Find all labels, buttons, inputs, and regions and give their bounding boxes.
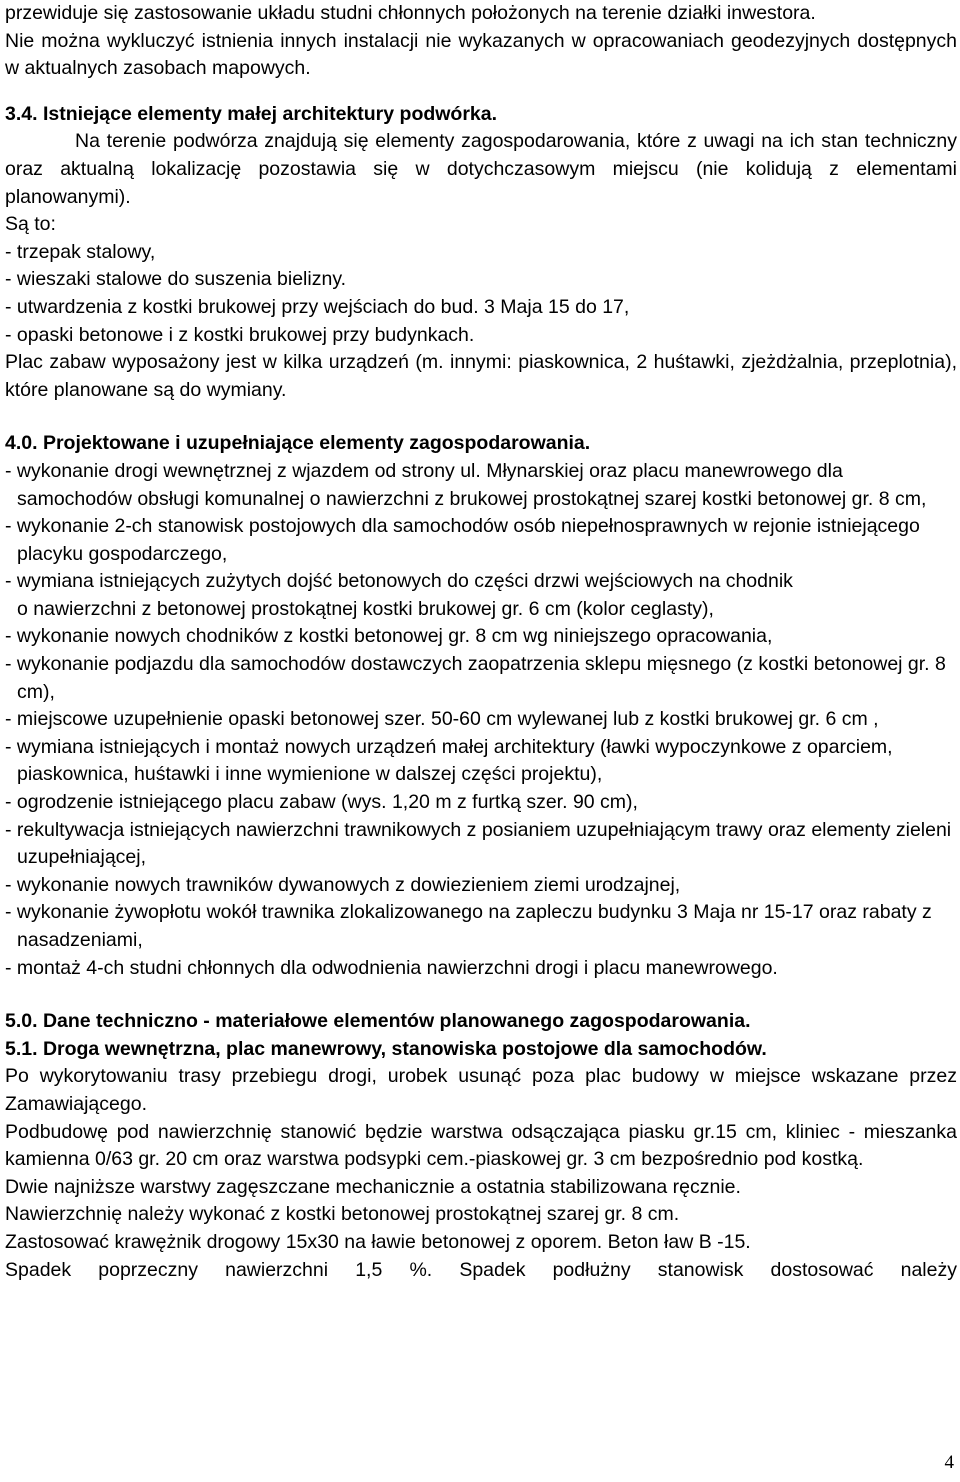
section-5-1-heading: 5.1. Droga wewnętrzna, plac manewrowy, stanowiska postojowe dla samochodów. bbox=[5, 1037, 767, 1060]
section-5-1-paragraph-5: Zastosować krawężnik drogowy 15x30 na ławie betonowej z oporem. Beton ław B -15. bbox=[5, 1230, 751, 1253]
list-item: - wykonanie żywopłotu wokół trawnika zlokalizowanego na zapleczu budynku 3 Maja nr 15-17 oraz rabaty z nasadzeniami, bbox=[5, 901, 932, 951]
page-number: 4 bbox=[944, 1452, 954, 1473]
list-item: - wykonanie nowych trawników dywanowych z dowiezieniem ziemi urodzajnej, bbox=[5, 873, 681, 896]
list-item: - opaski betonowe i z kostki brukowej przy budynkach. bbox=[5, 323, 475, 346]
list-item-continuation: o nawierzchni z betonowej prostokątnej kostki brukowej gr. 6 cm (kolor ceglasty), bbox=[17, 597, 714, 620]
section-5-1-paragraph-2: Podbudowę pod nawierzchnię stanowić będzie warstwa odsączająca piasku gr.15 cm, kliniec - mieszanka kamienna 0/63 gr. 20 cm oraz warstwa podsypki cem.-piaskowej gr. 3 cm bezpośrednio pod kostką. bbox=[5, 1120, 957, 1171]
list-item: - miejscowe uzupełnienie opaski betonowej szer. 50-60 cm wylewanej lub z kostki brukowej gr. 6 cm , bbox=[5, 708, 879, 731]
section-3-4-paragraph: Na terenie podwórza znajdują się elementy zagospodarowania, które z uwagi na ich stan techniczny oraz aktualną lokalizację pozostawia się w dotychczasowym miejscu (nie kolidują z elementami planowanymi). bbox=[5, 130, 957, 208]
intro-paragraph-1: przewiduje się zastosowanie układu studni chłonnych położonych na terenie działki inwestora. bbox=[5, 2, 816, 24]
section-5-0-heading: 5.0. Dane techniczno - materiałowe elementów planowanego zagospodarowania. bbox=[5, 1010, 751, 1033]
list-item: - wykonanie drogi wewnętrznej z wjazdem od strony ul. Młynarskiej oraz placu manewrowego dla samochodów obsługi komunalnej o nawierzchni z brukowej prostokątnej szarej kostki betonowej gr. 8 cm, bbox=[5, 459, 927, 510]
section-5-1-paragraph-3: Dwie najniższe warstwy zagęszczane mechanicznie a ostatnia stabilizowana ręcznie. bbox=[5, 1175, 741, 1198]
document-page bbox=[5, 0, 957, 1284]
intro-paragraph-2: Nie można wykluczyć istnienia innych instalacji nie wykazanych w opracowaniach geodezyjnych dostępnych w aktualnych zasobach mapowych. bbox=[5, 29, 957, 80]
list-item: - wykonanie podjazdu dla samochodów dostawczych zaopatrzenia sklepu mięsnego (z kostki betonowej gr. 8 cm), bbox=[5, 653, 946, 703]
list-item: - wieszaki stalowe do suszenia bielizny. bbox=[5, 268, 347, 291]
list-item: - rekultywacja istniejących nawierzchni trawnikowych z posianiem uzupełniającym trawy oraz elementy zieleni uzupełniającej, bbox=[5, 818, 952, 869]
list-item: - wymiana istniejących i montaż nowych urządzeń małej architektury (ławki wypoczynkowe z oparciem, piaskownica, huśtawki i inne wymienione w dalszej części projektu), bbox=[5, 735, 893, 786]
list-item: - ogrodzenie istniejącego placu zabaw (wys. 1,20 m z furtką szer. 90 cm), bbox=[5, 791, 638, 814]
section-4-0-heading: 4.0. Projektowane i uzupełniające elementy zagospodarowania. bbox=[5, 432, 591, 455]
section-5-1-paragraph-4: Nawierzchnię należy wykonać z kostki betonowej prostokątnej szarej gr. 8 cm. bbox=[5, 1203, 680, 1226]
list-item: - wykonanie nowych chodników z kostki betonowej gr. 8 cm wg niniejszego opracowania, bbox=[5, 625, 773, 648]
section-5-1-paragraph-6: Spadek poprzeczny nawierzchni 1,5 %. Spadek podłużny stanowisk dostosować należy bbox=[5, 1258, 957, 1281]
section-3-4-heading: 3.4. Istniejące elementy małej architektury podwórka. bbox=[5, 102, 498, 125]
list-item: - utwardzenia z kostki brukowej przy wejściach do bud. 3 Maja 15 do 17, bbox=[5, 295, 630, 318]
list-item: - montaż 4-ch studni chłonnych dla odwodnienia nawierzchni drogi i placu manewrowego. bbox=[5, 956, 778, 979]
playground-paragraph: Plac zabaw wyposażony jest w kilka urządzeń (m. innymi: piaskownica, 2 huśtawki, zjeżdżalnia, przeplotnia), które planowane są do wymiany. bbox=[5, 351, 957, 401]
section-5-1-paragraph-1: Po wykorytowaniu trasy przebiegu drogi, urobek usunąć poza plac budowy w miejsce wskazane przez Zamawiającego. bbox=[5, 1065, 957, 1115]
section-3-4-list-intro: Są to: bbox=[5, 213, 56, 236]
list-item: - trzepak stalowy, bbox=[5, 240, 156, 263]
list-item: - wykonanie 2-ch stanowisk postojowych dla samochodów osób niepełnosprawnych w rejonie istniejącego placyku gospodarczego, bbox=[5, 515, 920, 565]
list-item: - wymiana istniejących zużytych dojść betonowych do części drzwi wejściowych na chodnik bbox=[5, 570, 793, 593]
